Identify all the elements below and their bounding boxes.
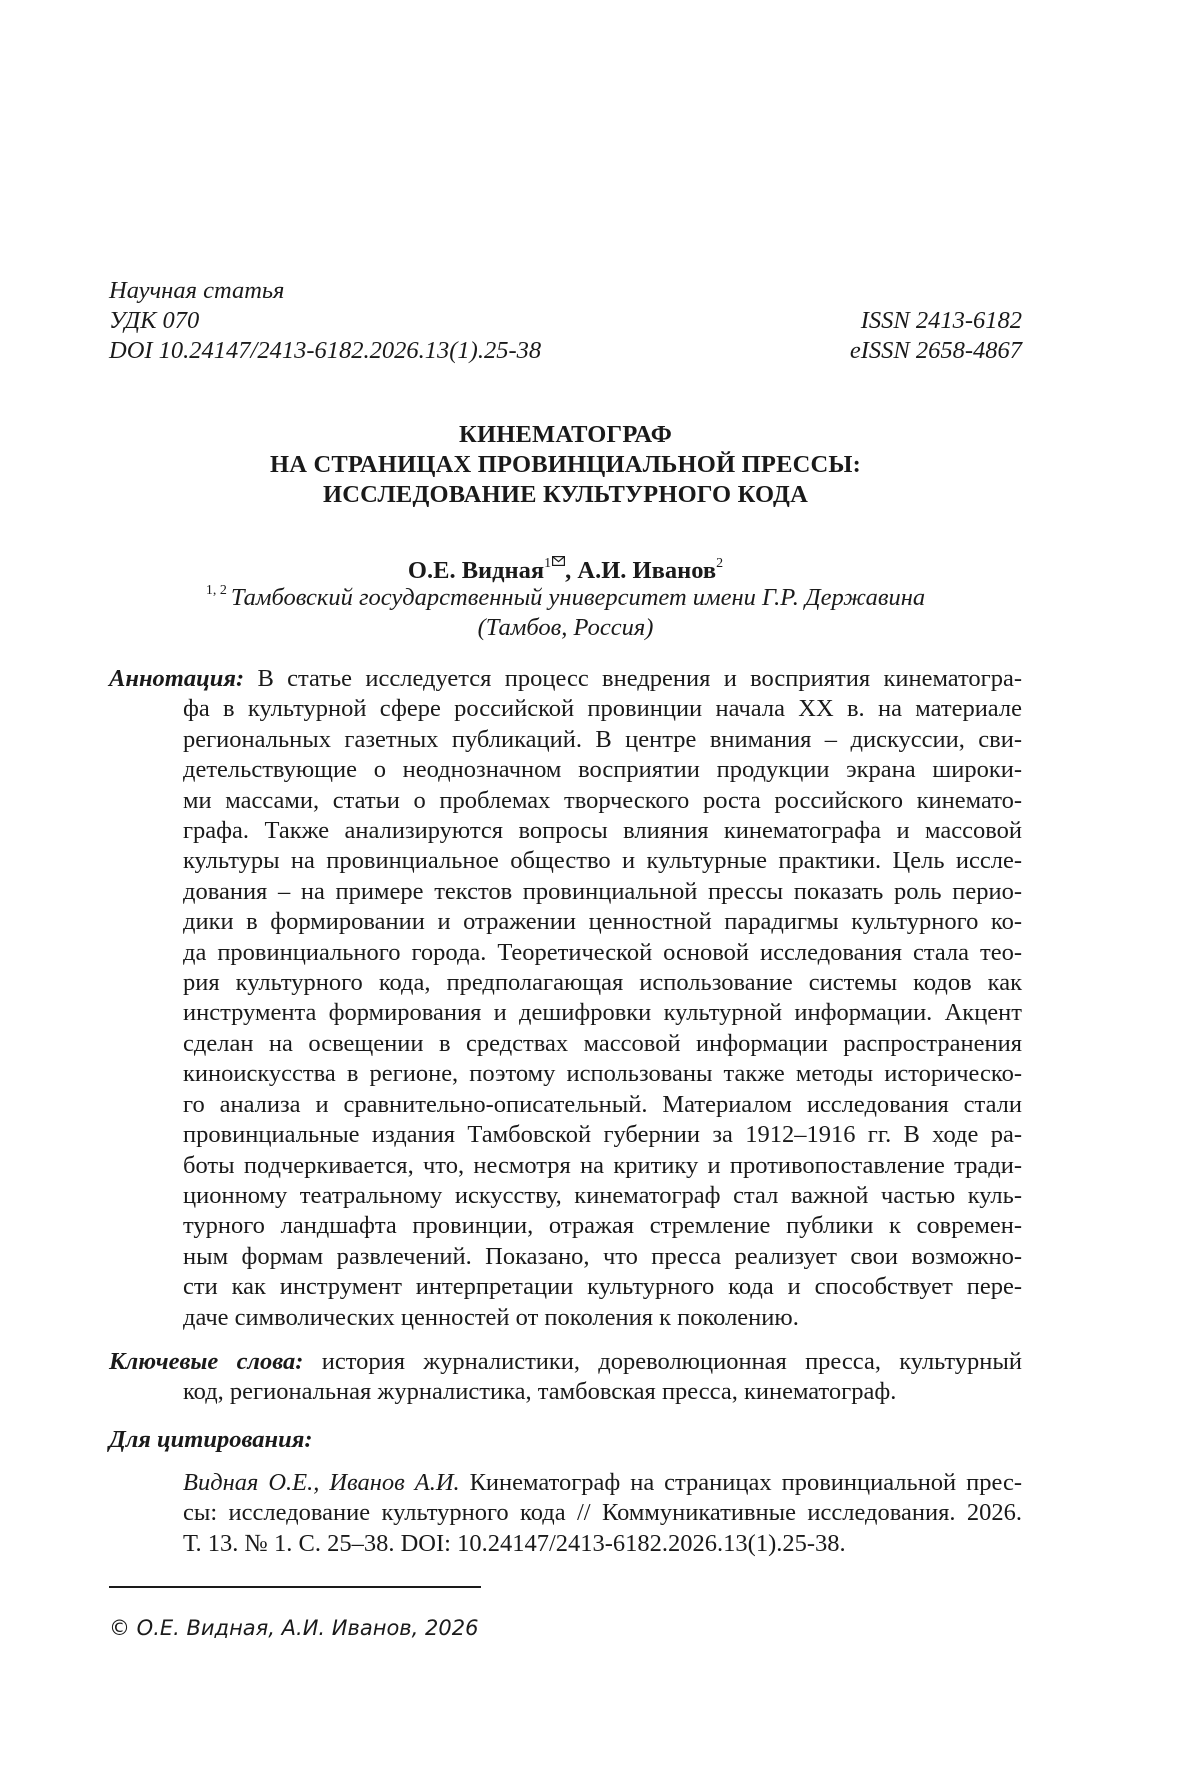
author-2-affiliation-mark: 2: [716, 556, 724, 571]
eissn: eISSN 2658-4867: [849, 337, 1022, 364]
annotation-line: фа в культурной сфере российской провинции начала XX в. на материале: [183, 695, 1022, 723]
annotation: [109, 664, 1022, 1333]
annotation-line: дики в формировании и отражении ценностной парадигмы культурного ко-: [183, 908, 1022, 936]
annotation-line: ми массами, статьи о проблемах творческого роста российского кинемато-: [183, 786, 1022, 814]
author-separator: ,: [565, 557, 578, 584]
citation-line-2: сы: исследование культурного кода // Коммуникативные исследования. 2026.: [183, 1499, 1022, 1527]
meta-row-type: [109, 276, 1022, 306]
annotation-line: культуры на провинциальное общество и культурные практики. Цель иссле-: [183, 847, 1022, 875]
annotation-line: боты подчеркивается, что, несмотря на критику и противопоставление тради-: [183, 1151, 1022, 1179]
annotation-line: сделан на освещении в средствах массовой информации распространения: [183, 1029, 1022, 1057]
footnote-divider: [109, 1586, 481, 1588]
annotation-line: Аннотация: В статье исследуется процесс внедрения и восприятия кинематогра-: [109, 665, 1023, 692]
citation-authors: Видная О.Е., Иванов А.И.: [183, 1469, 460, 1496]
citation-line-3: Т. 13. № 1. С. 25–38. DOI: 10.24147/2413-6182.2026.13(1).25-38.: [183, 1529, 846, 1557]
annotation-line: графа. Также анализируются вопросы влияния кинематографа и массовой: [183, 817, 1022, 845]
annotation-line: турного ландшафта провинции, отражая стремление публики к современ-: [183, 1212, 1022, 1240]
article-title: [109, 420, 1022, 510]
annotation-line: детельствующие о неоднозначном восприятии продукции экрана широки-: [183, 756, 1022, 784]
annotation-line: ным формам развлечений. Показано, что пресса реализует свои возможно-: [183, 1242, 1022, 1270]
annotation-line: дования – на примере текстов провинциальной прессы показать роль перио-: [183, 877, 1022, 905]
doi: DOI 10.24147/2413-6182.2026.13(1).25-38: [109, 337, 542, 364]
article-meta: [109, 276, 1022, 366]
copyright: © О.Е. Видная, А.И. Иванов, 2026: [109, 1616, 479, 1640]
annotation-label: Аннотация:: [109, 665, 245, 692]
annotation-line: сти как инструмент интерпретации культурного кода и способствует пере-: [183, 1273, 1022, 1301]
title-line-1: КИНЕМАТОГРАФ: [459, 421, 672, 448]
citation: [183, 1468, 1022, 1559]
author-1-name: О.Е. Видная: [407, 557, 545, 584]
meta-row-udk: [109, 306, 1022, 336]
author-2-name: А.И. Иванов: [577, 557, 717, 584]
affiliation: [109, 576, 1022, 643]
annotation-line: провинциальные издания Тамбовской губернии за 1912–1916 гг. В ходе ра-: [183, 1121, 1022, 1149]
affiliation-line-1: [109, 576, 1022, 613]
annotation-line: региональных газетных публикаций. В центре внимания – дискуссии, сви-: [183, 725, 1022, 753]
annotation-line: го анализа и сравнительно-описательный. Материалом исследования стали: [183, 1090, 1022, 1118]
affiliation-line-2: (Тамбов, Россия): [477, 614, 654, 641]
annotation-line: киноискусства в регионе, поэтому использованы также методы историческо-: [183, 1060, 1022, 1088]
annotation-line: даче символических ценностей от поколения к поколению.: [183, 1303, 799, 1331]
affiliation-marks: 1, 2: [205, 583, 227, 598]
envelope-icon[interactable]: [552, 544, 565, 574]
citation-line-1: Видная О.Е., Иванов А.И. Кинематограф на страницах провинциальной прес-: [183, 1469, 1022, 1496]
affiliation-university: Тамбовский государственный университет имени Г.Р. Державина: [230, 584, 926, 611]
keywords-line-2: код, региональная журналистика, тамбовская пресса, кинематограф.: [183, 1378, 897, 1406]
udk-code: УДК 070: [109, 307, 200, 334]
author-1-affiliation-mark: 1: [544, 556, 552, 571]
title-line-2: НА СТРАНИЦАХ ПРОВИНЦИАЛЬНОЙ ПРЕССЫ:: [269, 451, 862, 478]
keywords-line-1: Ключевые слова: история журналистики, дореволюционная пресса, культурный: [109, 1348, 1022, 1375]
annotation-line: инструмента формирования и дешифровки культурной информации. Акцент: [183, 999, 1022, 1027]
annotation-line: да провинциального города. Теоретической основой исследования стала тео-: [183, 938, 1022, 966]
keywords: [109, 1347, 1022, 1408]
annotation-line: ционному театральному искусству, кинематограф стал важной частью куль-: [183, 1181, 1022, 1209]
meta-row-doi: [109, 336, 1022, 366]
issn: ISSN 2413-6182: [860, 307, 1022, 334]
annotation-line: рия культурного кода, предполагающая использование системы кодов как: [183, 969, 1022, 997]
article-type: Научная статья: [109, 277, 285, 304]
keywords-label: Ключевые слова:: [109, 1348, 304, 1375]
title-line-3: ИССЛЕДОВАНИЕ КУЛЬТУРНОГО КОДА: [323, 481, 808, 508]
citation-label: Для цитирования:: [109, 1426, 313, 1453]
